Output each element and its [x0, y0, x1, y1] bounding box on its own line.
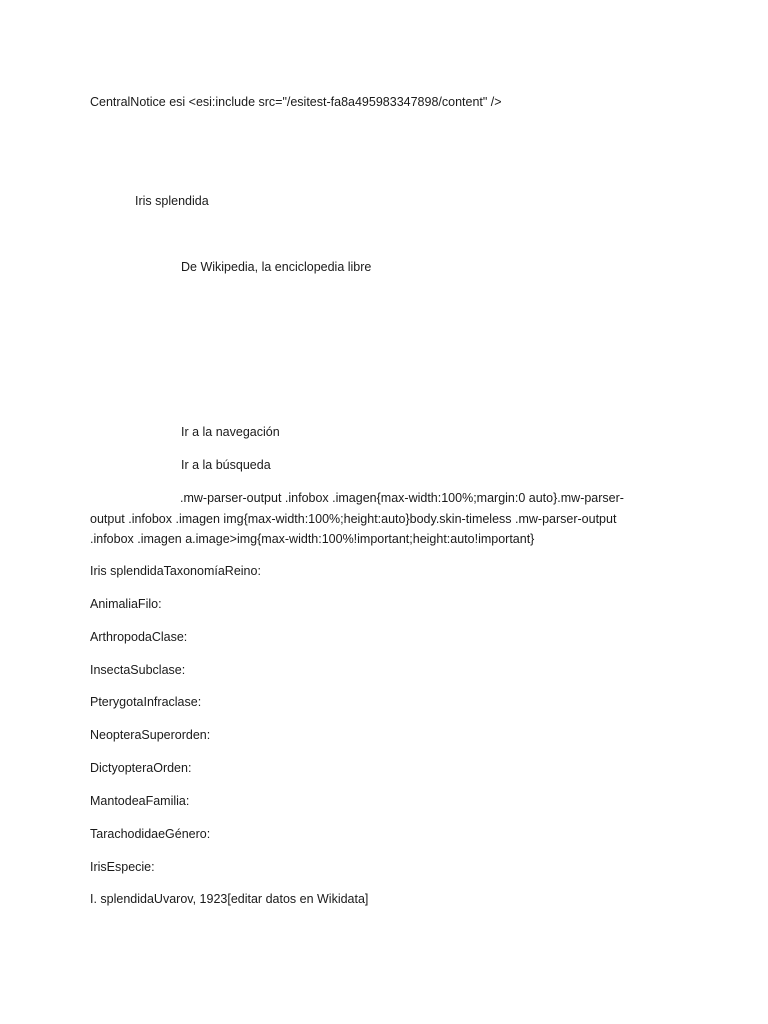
taxonomy-item-especie: IrisEspecie:	[90, 860, 155, 874]
inline-css-text: .mw-parser-output .infobox .imagen{max-width:100%;margin:0 auto}.mw-parser-output .infobox .imagen img{max-width:100%;height:auto}body.skin-timeless .mw-parser-output .infobox .imagen a.image>img{max-width:100%!important;height:auto!important}	[90, 491, 624, 546]
taxonomy-item-orden: DictyopteraOrden:	[90, 761, 192, 775]
taxonomy-item-species-name[interactable]: I. splendidaUvarov, 1923[editar datos en Wikidata]	[90, 892, 369, 906]
taxonomy-item-subclase: InsectaSubclase:	[90, 663, 186, 677]
central-notice: CentralNotice esi <esi:include src="/esitest-fa8a495983347898/content" />	[90, 95, 502, 109]
jump-to-search-link[interactable]: Ir a la búsqueda	[181, 458, 271, 472]
page-tagline: De Wikipedia, la enciclopedia libre	[181, 260, 372, 274]
taxonomy-item-familia: MantodeaFamilia:	[90, 794, 190, 808]
taxonomy-item-infraclase: PterygotaInfraclase:	[90, 695, 202, 709]
taxonomy-item-genero: TarachodidaeGénero:	[90, 827, 211, 841]
taxonomy-item-clase: ArthropodaClase:	[90, 630, 188, 644]
taxonomy-item-reino: Iris splendidaTaxonomíaReino:	[90, 564, 261, 578]
taxonomy-item-filo: AnimaliaFilo:	[90, 597, 162, 611]
taxonomy-item-superorden: NeopteraSuperorden:	[90, 728, 211, 742]
page-title: Iris splendida	[135, 194, 209, 208]
jump-to-navigation-link[interactable]: Ir a la navegación	[181, 425, 280, 439]
